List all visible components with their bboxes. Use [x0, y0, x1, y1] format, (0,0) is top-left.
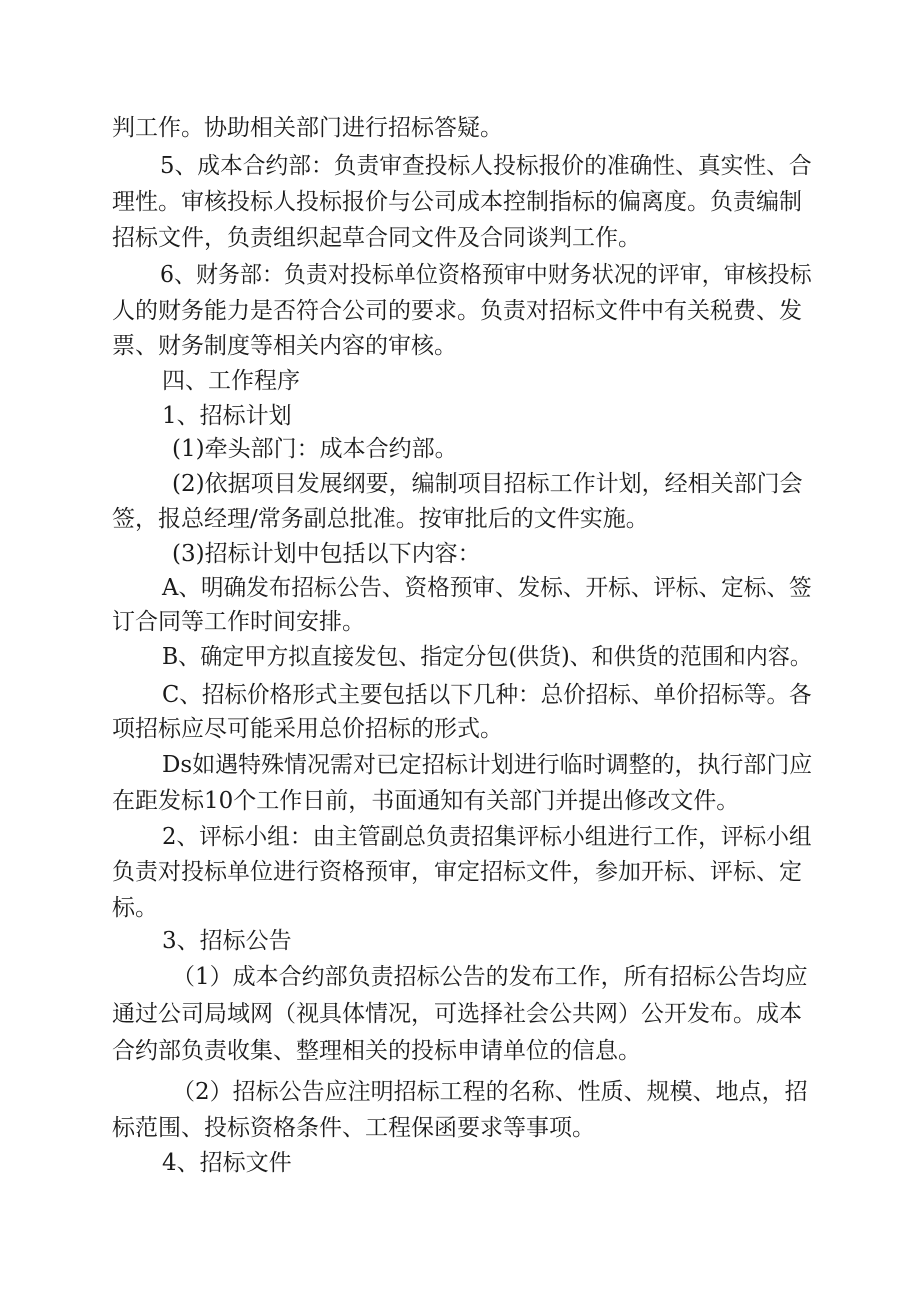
text-line: 标。 — [112, 895, 158, 921]
text-line: 通过公司局域网（视具体情况，可选择社会公共网）公开发布。成本 — [112, 1001, 802, 1027]
text-line: Ds如遇特殊情况需对已定招标计划进行临时调整的，执行部门应 — [162, 752, 813, 778]
text-line: (3)招标计划中包括以下内容： — [172, 541, 481, 567]
text-line: (2)依据项目发展纲要，编制项目招标工作计划，经相关部门会 — [172, 471, 803, 497]
text-line: 招标文件，负责组织起草合同文件及合同谈判工作。 — [112, 225, 641, 251]
subsection-heading: 1、招标计划 — [162, 403, 292, 429]
text-line: 票、财务制度等相关内容的审核。 — [112, 333, 457, 359]
text-line: 负责对投标单位进行资格预审，审定招标文件，参加开标、评标、定 — [112, 859, 802, 885]
section-heading: 四、工作程序 — [162, 368, 300, 394]
text-line: (1)牵头部门：成本合约部。 — [172, 436, 458, 462]
text-line: （1）成本合约部负责招标公告的发布工作，所有招标公告均应 — [172, 964, 808, 990]
text-line: 6、财务部：负责对投标单位资格预审中财务状况的评审，审核投标 — [160, 262, 812, 288]
text-line: 在距发标10个工作日前，书面通知有关部门并提出修改文件。 — [112, 788, 740, 814]
subsection-heading: 4、招标文件 — [162, 1150, 292, 1176]
text-line: 2、评标小组：由主管副总负责招集评标小组进行工作，评标小组 — [162, 824, 812, 850]
text-line: 签，报总经理/常务副总批准。按审批后的文件实施。 — [112, 506, 649, 532]
text-line: 5、成本合约部：负责审查投标人投标报价的准确性、真实性、合 — [160, 153, 812, 179]
text-line: 合约部负责收集、整理相关的投标申请单位的信息。 — [112, 1038, 641, 1064]
text-line: 人的财务能力是否符合公司的要求。负责对招标文件中有关税费、发 — [112, 298, 802, 324]
text-line: A、明确发布招标公告、资格预审、发标、开标、评标、定标、签 — [162, 575, 812, 601]
text-line: 理性。审核投标人投标报价与公司成本控制指标的偏离度。负责编制 — [112, 189, 802, 215]
text-line: 判工作。协助相关部门进行招标答疑。 — [112, 115, 503, 141]
text-line: C、招标价格形式主要包括以下几种：总价招标、单价招标等。各 — [162, 682, 812, 708]
text-line: 标范围、投标资格条件、工程保函要求等事项。 — [112, 1115, 595, 1141]
subsection-heading: 3、招标公告 — [162, 928, 292, 954]
text-line: 项招标应尽可能采用总价招标的形式。 — [112, 716, 503, 742]
text-line: （2）招标公告应注明招标工程的名称、性质、规模、地点，招 — [172, 1079, 808, 1105]
text-line: 订合同等工作时间安排。 — [112, 609, 365, 635]
text-line: B、确定甲方拟直接发包、指定分包(供货)、和供货的范围和内容。 — [162, 644, 812, 670]
